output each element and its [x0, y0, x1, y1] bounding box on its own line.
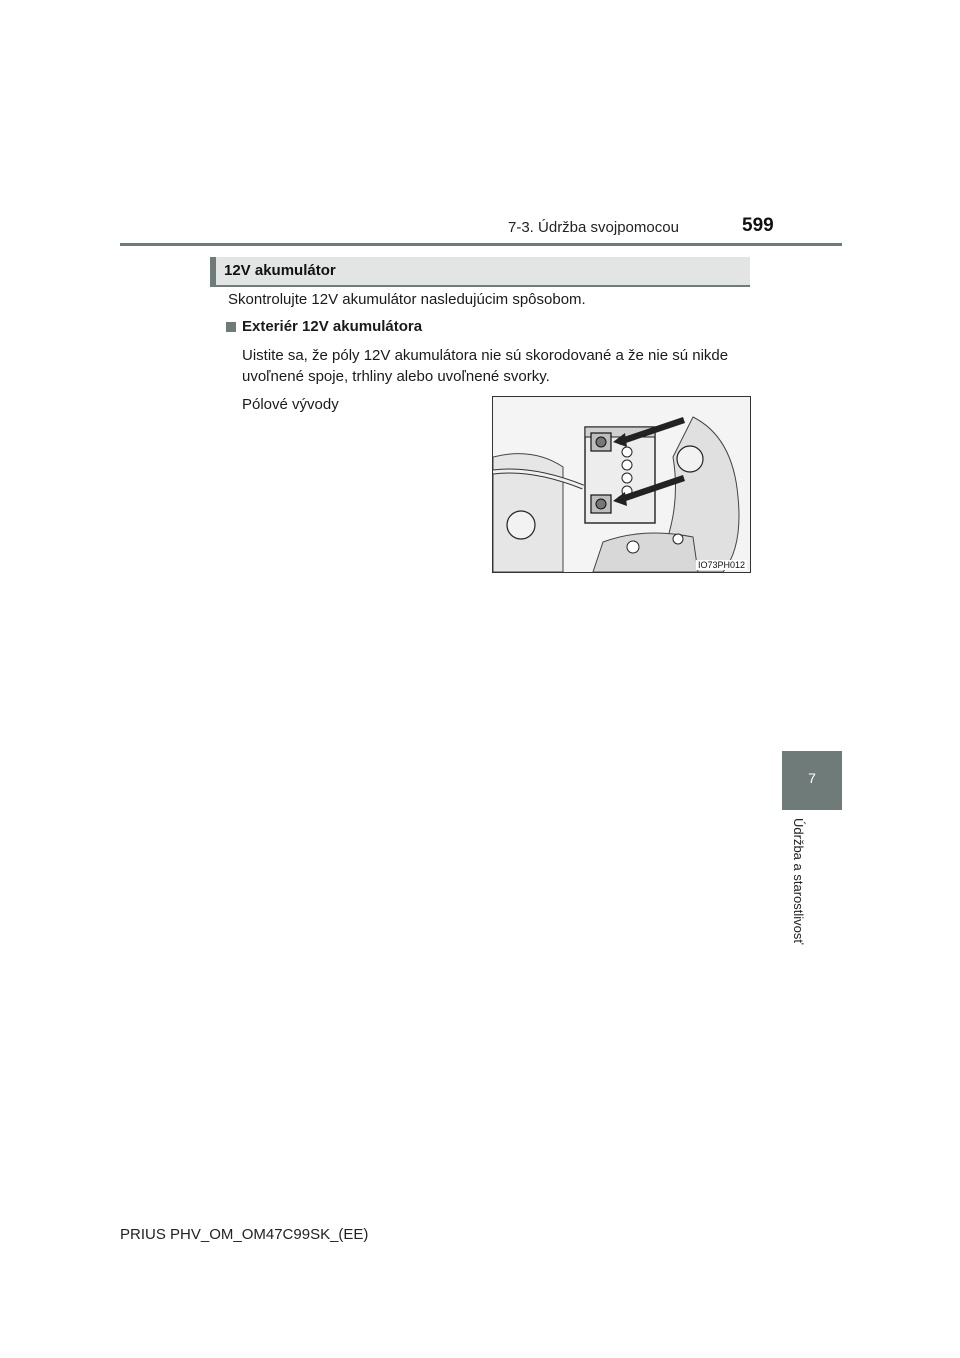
- battery-engine-bay-icon: [493, 397, 750, 572]
- chapter-tab: [782, 751, 842, 810]
- figure-id: IO73PH012: [697, 560, 745, 570]
- square-bullet-icon: [226, 322, 236, 332]
- page-number: 599: [742, 215, 774, 236]
- document-code: PRIUS PHV_OM_OM47C99SK_(EE): [120, 1226, 369, 1243]
- intro-paragraph: Skontrolujte 12V akumulátor nasledujúcim spôsobom.: [228, 291, 586, 308]
- figure-label: Pólové vývody: [242, 396, 339, 413]
- subsection-title: Exteriér 12V akumulátora: [242, 318, 423, 335]
- header-rule: [120, 243, 842, 246]
- running-header-section: 7-3. Údržba svojpomocou: [508, 219, 679, 236]
- chapter-number: 7: [808, 770, 816, 786]
- section-heading: [210, 257, 750, 287]
- section-heading-bar: [210, 257, 216, 287]
- battery-illustration: [492, 396, 751, 573]
- subsection-body: Uistite sa, že póly 12V akumulátora nie sú skorodované a že nie sú nikde uvoľnené spoje, trhliny alebo uvoľnené svorky.: [242, 347, 729, 385]
- chapter-title: Údržba a starostlivosť: [791, 818, 806, 945]
- section-title: 12V akumulátor: [224, 262, 336, 279]
